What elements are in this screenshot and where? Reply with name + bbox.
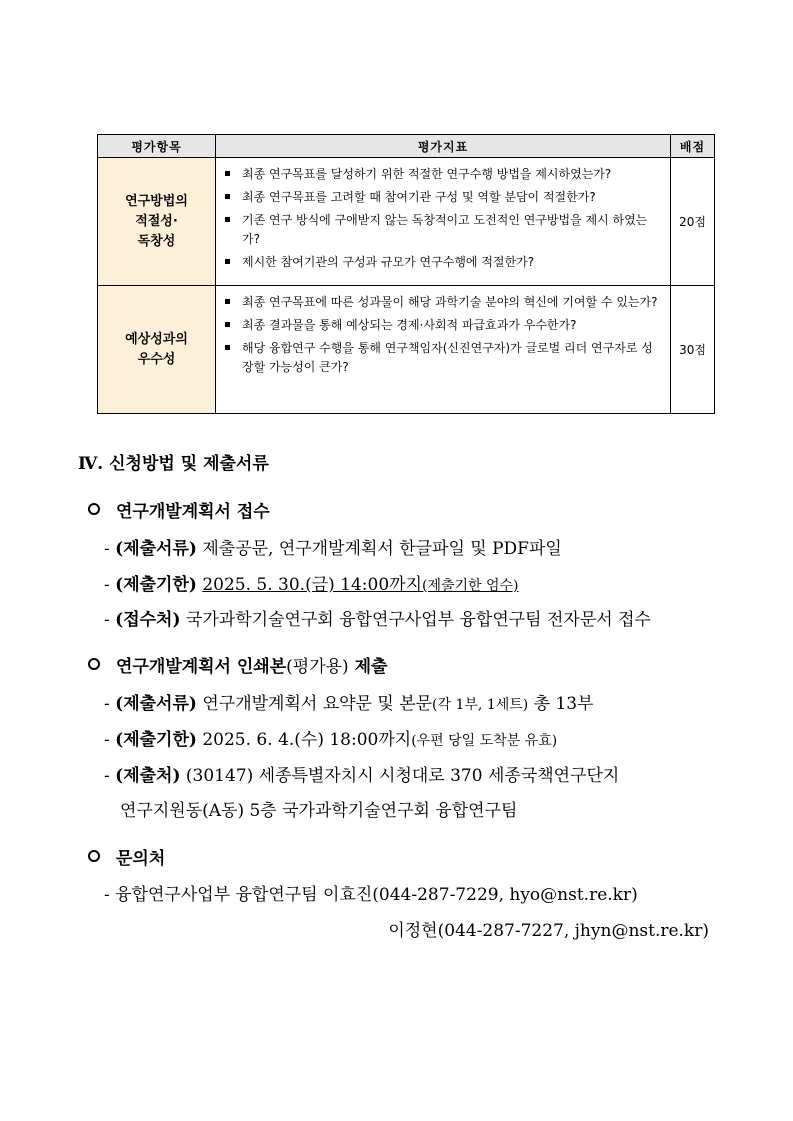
deadline-date: 2025. 5. 30.(금) 14:00까지 <box>202 575 422 595</box>
header-eval-item: 평가항목 <box>98 135 216 158</box>
indicator-cell <box>216 158 671 286</box>
header-score: 배점 <box>671 135 715 158</box>
deadline-note: (제출기한 엄수) <box>422 578 519 594</box>
print-docs-line: - (제출서류) 연구개발계획서 요약문 및 본문(각 1부, 1세트) 총 13부 <box>104 694 594 714</box>
indicator-item: 제시한 참여기관의 구성과 규모가 연구수행에 적절한가? <box>222 253 664 272</box>
category-cell <box>98 158 216 286</box>
evaluation-table <box>97 134 715 414</box>
docs-label: (제출서류) <box>115 694 197 714</box>
category-line: 적절성· <box>135 213 178 229</box>
docs-tail: 총 13부 <box>533 694 594 714</box>
print-heading-text-c: 제출 <box>354 657 388 677</box>
table-row <box>98 158 715 286</box>
place-text: 국가과학기술연구회 융합연구사업부 융합연구팀 전자문서 접수 <box>185 610 651 630</box>
print-place-line-2: 연구지원동(A동) 5층 국가과학기술연구회 융합연구팀 <box>120 801 518 821</box>
deadline-label: (제출기한) <box>115 730 197 750</box>
score-cell: 30점 <box>671 286 715 414</box>
category-line: 우수성 <box>137 351 176 367</box>
indicator-item: 최종 결과물을 통해 예상되는 경제·사회적 파급효과가 우수한가? <box>222 316 664 335</box>
section-title: Ⅳ. 신청방법 및 제출서류 <box>78 454 269 474</box>
indicator-cell <box>216 286 671 414</box>
indicator-item: 최종 연구목표에 따른 성과물이 해당 과학기술 분야의 혁신에 기여할 수 있는가? <box>222 293 664 312</box>
print-place-line: - (제출처) (30147) 세종특별자치시 시청대로 370 세종국책연구단지 <box>104 766 620 786</box>
receipt-heading-text: 연구개발계획서 접수 <box>116 502 270 522</box>
category-line: 연구방법의 <box>125 193 188 209</box>
indicator-item: 기존 연구 방식에 구애받지 않는 독창적이고 도전적인 연구방법을 제시 하였는가? <box>222 211 664 249</box>
indicator-item: 최종 연구목표를 고려할 때 참여기관 구성 및 역할 분담이 적절한가? <box>222 188 664 207</box>
score-cell: 20점 <box>671 158 715 286</box>
indicator-item: 최종 연구목표를 달성하기 위한 적절한 연구수행 방법을 제시하였는가? <box>222 165 664 184</box>
circle-bullet-icon <box>88 503 100 515</box>
contact-line-2: 이정현(044-287-7227, jhyn@nst.re.kr) <box>388 921 709 941</box>
table-row <box>98 286 715 414</box>
deadline-text: 2025. 6. 4.(수) 18:00까지 <box>202 730 412 750</box>
docs-text: 제출공문, 연구개발계획서 한글파일 및 PDF파일 <box>202 539 562 559</box>
circle-bullet-icon <box>88 850 100 862</box>
print-heading <box>88 655 387 679</box>
print-deadline-line: - (제출기한) 2025. 6. 4.(수) 18:00까지(우편 당일 도착분 유효) <box>104 730 558 750</box>
docs-text: 연구개발계획서 요약문 및 본문 <box>202 694 433 714</box>
receipt-docs-line: - (제출서류) 제출공문, 연구개발계획서 한글파일 및 PDF파일 <box>104 539 562 559</box>
category-cell <box>98 286 216 414</box>
deadline-text <box>202 575 518 595</box>
deadline-label: (제출기한) <box>115 575 197 595</box>
print-heading-text-a: 연구개발계획서 인쇄본 <box>116 657 287 677</box>
indicator-item: 해당 융합연구 수행을 통해 연구책임자(신진연구자)가 글로벌 리더 연구자로 성장할 가능성이 큰가? <box>222 339 664 377</box>
table-header-row <box>98 135 715 158</box>
receipt-heading <box>88 500 270 524</box>
contact-heading <box>88 847 165 871</box>
circle-bullet-icon <box>88 658 100 670</box>
category-line: 예상성과의 <box>125 331 188 347</box>
print-heading-text-b: (평가용) <box>286 657 349 677</box>
contact-heading-text: 문의처 <box>116 849 166 869</box>
contact-line-1: - 융합연구사업부 융합연구팀 이효진(044-287-7229, hyo@nst.re.kr) <box>104 885 638 905</box>
deadline-note: (우편 당일 도착분 유효) <box>411 733 558 749</box>
place-label: (접수처) <box>115 610 181 630</box>
header-eval-indicator: 평가지표 <box>216 135 671 158</box>
category-line: 독창성 <box>137 233 176 249</box>
docs-note: (각 1부, 1세트) <box>432 697 529 713</box>
place-text: (30147) 세종특별자치시 시청대로 370 세종국책연구단지 <box>185 766 620 786</box>
contact-text-1: 융합연구사업부 융합연구팀 이효진(044-287-7229, hyo@nst.re.kr) <box>115 885 638 905</box>
docs-label: (제출서류) <box>115 539 197 559</box>
place-label: (제출처) <box>115 766 181 786</box>
receipt-deadline-line: - (제출기한) 2025. 5. 30.(금) 14:00까지(제출기한 엄수) <box>104 575 519 595</box>
receipt-place-line: - (접수처) 국가과학기술연구회 융합연구사업부 융합연구팀 전자문서 접수 <box>104 610 651 630</box>
